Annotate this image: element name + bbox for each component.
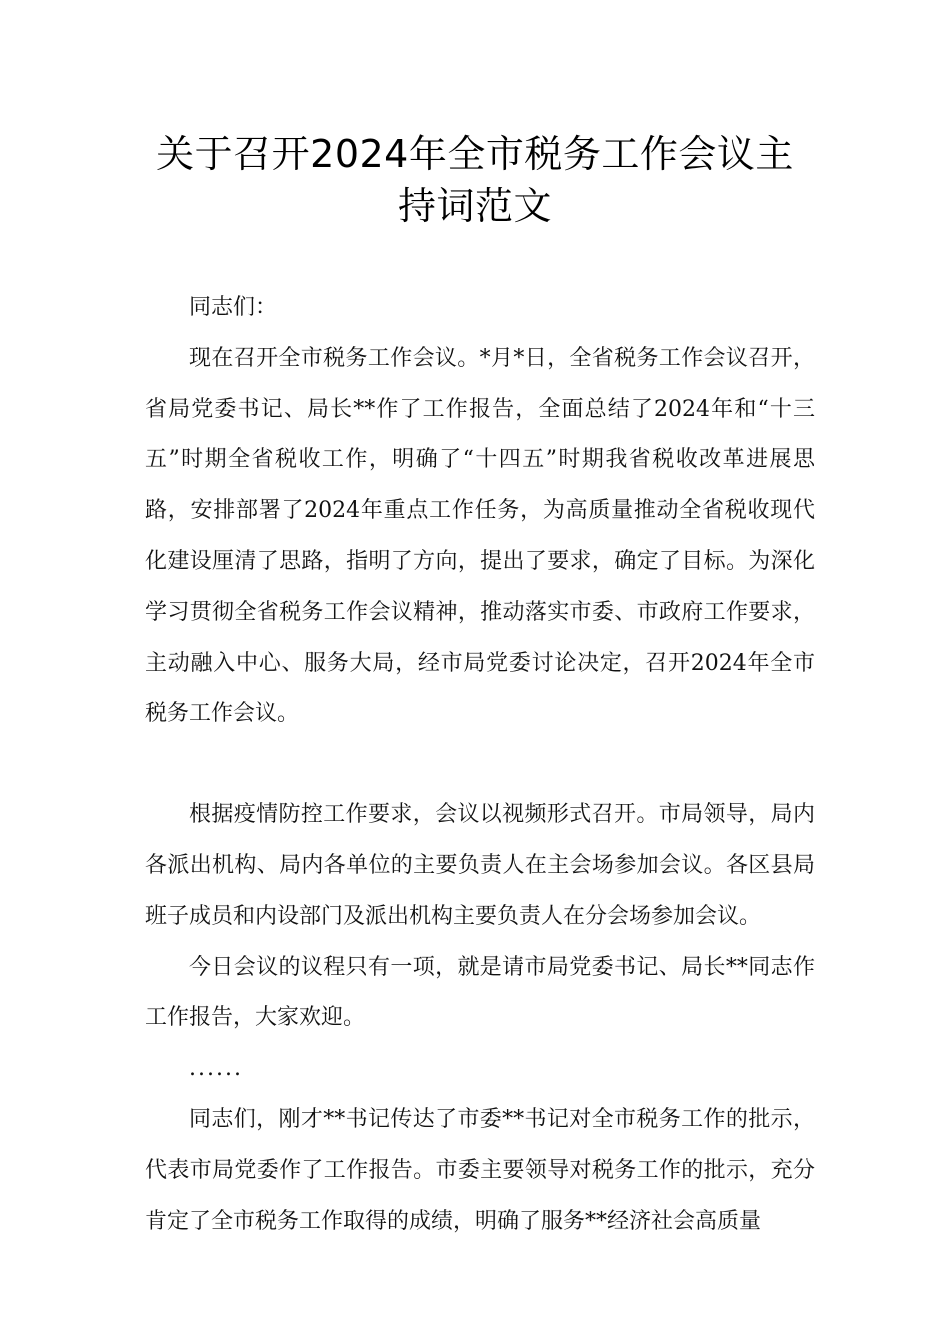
paragraph-meeting-format: 根据疫情防控工作要求，会议以视频形式召开。市局领导，局内各派出机构、局内各单位的主要负责人在主会场参加会议。各区县局班子成员和内设部门及派出机构主要负责人在分会场参加会议。 (145, 802, 815, 929)
document-title (120, 128, 830, 232)
document-body (145, 283, 815, 1247)
salutation: 同志们： (189, 295, 278, 320)
paragraph-closing: 同志们，刚才**书记传达了市委**书记对全市税务工作的批示，代表市局党委作了工作报告。市委主要领导对税务工作的批示，充分肯定了全市税务工作取得的成绩，明确了服务**经济社会高质量 (145, 1106, 815, 1234)
title-line-2: 持词范文 (397, 184, 552, 228)
paragraph-gap (145, 740, 815, 790)
ellipsis: ...... (189, 1056, 243, 1082)
title-line-1: 关于召开2024年全市税务工作会议主 (156, 132, 794, 176)
paragraph-agenda: 今日会议的议程只有一项，就是请市局党委书记、局长**同志作工作报告，大家欢迎。 (145, 954, 815, 1031)
paragraph-opening: 现在召开全市税务工作会议。*月*日，全省税务工作会议召开，省局党委书记、局长**作了工作报告，全面总结了2024年和“十三五”时期全省税收工作，明确了“十四五”时期我省税收改革进展思路，安排部署了2024年重点工作任务，为高质量推动全省税收现代化建设厘清了思路，指明了方向，提出了要求，确定了目标。为深化学习贯彻全省税务工作会议精神，推动落实市委、市政府工作要求，主动融入中心、服务大局，经市局党委讨论决定，召开2024年全市税务工作会议。 (145, 345, 815, 727)
